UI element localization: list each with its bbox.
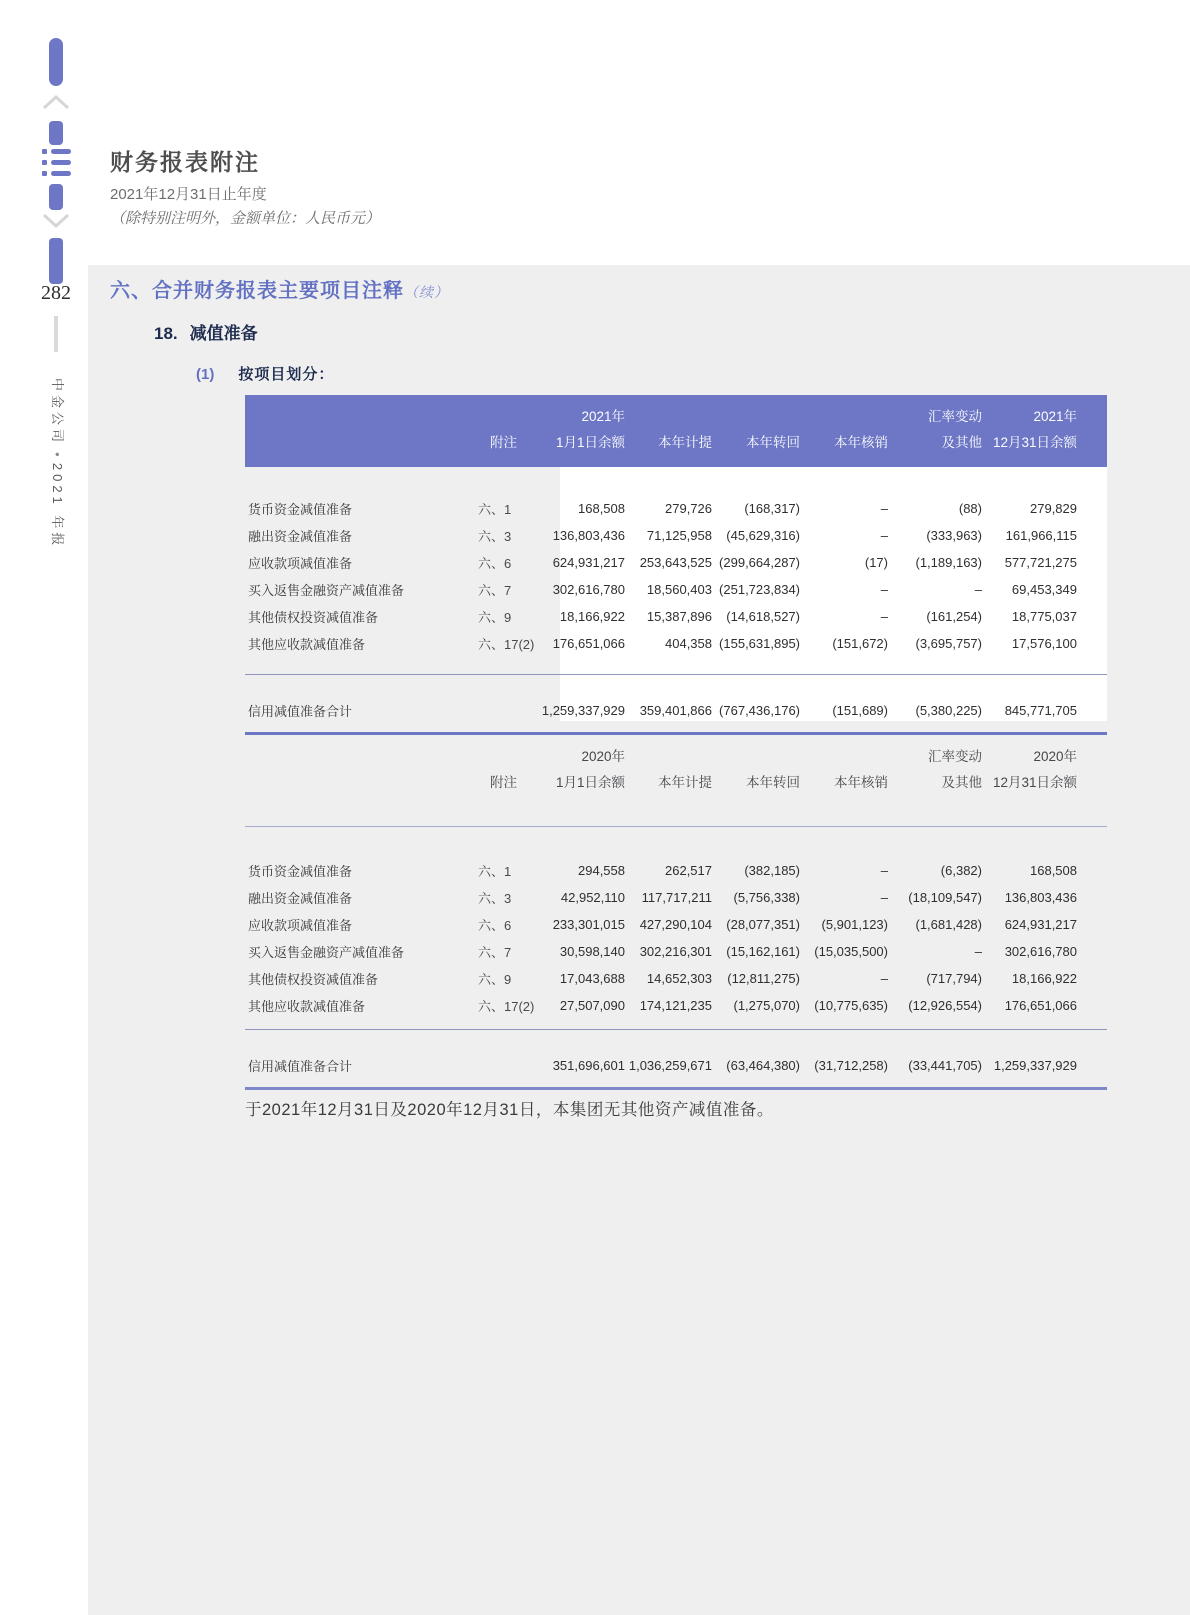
cell-reversal: (5,756,338)	[733, 890, 800, 905]
cell-reversal: (382,185)	[744, 863, 800, 878]
cell-writeoff: –	[880, 971, 888, 986]
row-label: 买入返售金融资产减值准备	[248, 945, 405, 960]
cell-charge: 18,560,403	[646, 582, 712, 597]
page-number: 282	[41, 282, 71, 304]
cell-fx: (717,794)	[926, 971, 982, 986]
cell-opening: 42,952,110	[560, 890, 625, 905]
brand-separator-dot: ●	[53, 452, 62, 457]
page-number-tick	[54, 316, 58, 352]
row-label: 货币资金减值准备	[248, 864, 353, 879]
col-header-opening: 1月1日余额	[525, 768, 625, 827]
col-header-fx: 及其他	[888, 428, 982, 467]
col-header-note: 附注	[430, 428, 525, 467]
table-row	[245, 549, 1107, 576]
total-opening: 1,259,337,929	[525, 697, 625, 734]
total-label: 信用减值准备合计	[245, 697, 430, 734]
col-year-top: 2021年	[525, 395, 625, 428]
table-row	[245, 938, 1107, 965]
cell-closing: 18,775,037	[1011, 609, 1077, 624]
section-continued-mark: （续）	[404, 284, 449, 300]
cell-closing: 279,829	[1030, 501, 1077, 516]
row-note-ref: 六、9	[478, 972, 512, 987]
note-18-title: 减值准备	[189, 324, 258, 343]
cell-charge: 174,121,235	[639, 998, 712, 1013]
table-row	[245, 965, 1107, 992]
cell-closing: 161,966,115	[1005, 528, 1077, 543]
cell-opening: 27,507,090	[559, 998, 625, 1013]
toc-list-row	[42, 149, 71, 154]
cell-charge: 279,726	[665, 501, 712, 516]
total-writeoff: (151,689)	[800, 697, 888, 734]
cell-closing: 136,803,436	[1004, 890, 1077, 905]
footnote-text: 于2021年12月31日及2020年12月31日，本集团无其他资产减值准备。	[245, 1101, 774, 1119]
table-2020-footer	[245, 1030, 1107, 1089]
row-label: 其他债权投资减值准备	[248, 972, 379, 987]
currency-unit-note: （除特别注明外，金额单位：人民币元）	[110, 210, 381, 227]
col-year-end-top: 2020年	[1033, 749, 1077, 764]
cell-writeoff: (151,672)	[832, 636, 888, 651]
cell-closing: 577,721,275	[1004, 555, 1077, 570]
cell-closing: 302,616,780	[1004, 944, 1077, 959]
total-row	[245, 1052, 1107, 1089]
total-charge: 1,036,259,671	[625, 1052, 712, 1089]
total-fx: (5,380,225)	[888, 697, 982, 734]
table-row	[245, 992, 1107, 1030]
row-label: 应收款项减值准备	[248, 918, 353, 933]
cell-writeoff: –	[880, 501, 888, 516]
chevron-down-icon	[42, 212, 70, 229]
cell-opening: 233,301,015	[552, 917, 625, 932]
cell-reversal: (168,317)	[744, 501, 800, 516]
col-header-reversal: 本年转回	[712, 768, 800, 827]
col-header-charge: 本年计提	[625, 768, 712, 827]
impairment-table-2021	[245, 395, 1107, 735]
cell-opening: 302,616,780	[552, 582, 625, 597]
sidebar-bar	[49, 238, 63, 284]
impairment-table-2020	[245, 735, 1107, 1090]
cell-writeoff: (5,901,123)	[821, 917, 888, 932]
total-label: 信用减值准备合计	[245, 1052, 430, 1089]
col-fx-top: 汇率变动	[888, 395, 982, 428]
cell-fx: (6,382)	[940, 863, 982, 878]
row-note-ref: 六、9	[478, 610, 512, 625]
cell-charge: 15,387,896	[646, 609, 712, 624]
brand-year: 2021 年报	[50, 462, 65, 550]
row-label: 货币资金减值准备	[248, 502, 353, 517]
vertical-brand-text	[49, 378, 68, 549]
cell-reversal: (45,629,316)	[726, 528, 800, 543]
total-writeoff: (31,712,258)	[800, 1052, 888, 1089]
cell-fx: (12,926,554)	[908, 998, 982, 1013]
row-note-ref: 六、7	[478, 945, 512, 960]
cell-fx: –	[974, 582, 982, 597]
cell-fx: (88)	[958, 501, 982, 516]
cell-fx: (1,681,428)	[915, 917, 982, 932]
cell-reversal: (299,664,287)	[719, 555, 800, 570]
reporting-period: 2021年12月31日止年度	[110, 186, 267, 203]
table-row	[245, 603, 1107, 630]
table-row	[245, 467, 1107, 522]
item-1-heading	[196, 363, 334, 384]
table-row	[245, 827, 1107, 885]
table-row	[245, 884, 1107, 911]
rule-line	[245, 1030, 1107, 1053]
total-reversal: (63,464,380)	[712, 1052, 800, 1089]
cell-opening: 136,803,436	[552, 528, 625, 543]
section-heading	[110, 274, 449, 303]
row-label: 其他应收款减值准备	[248, 999, 366, 1014]
row-label: 其他应收款减值准备	[248, 637, 366, 652]
cell-charge: 71,125,958	[646, 528, 712, 543]
cell-charge: 117,717,211	[641, 890, 712, 905]
row-label: 融出资金减值准备	[248, 529, 353, 544]
chevron-up-icon	[42, 94, 70, 111]
col-header-fx: 及其他	[888, 768, 982, 827]
rule-line	[245, 675, 1107, 698]
cell-fx: –	[974, 944, 982, 959]
col-header-closing: 12月31日余额	[982, 768, 1107, 827]
cell-reversal: (28,077,351)	[726, 917, 800, 932]
cell-reversal: (12,811,275)	[727, 971, 800, 986]
toc-list-row	[42, 171, 71, 176]
cell-opening: 18,166,922	[559, 609, 625, 624]
cell-opening: 176,651,066	[552, 636, 625, 651]
row-note-ref: 六、1	[478, 864, 512, 879]
table-row	[245, 911, 1107, 938]
cell-closing: 624,931,217	[1004, 917, 1077, 932]
cell-charge: 262,517	[665, 863, 712, 878]
cell-charge: 14,652,303	[646, 971, 712, 986]
total-fx: (33,441,705)	[888, 1052, 982, 1089]
cell-reversal: (15,162,161)	[726, 944, 800, 959]
row-note-ref: 六、6	[478, 556, 512, 571]
cell-writeoff: –	[880, 890, 888, 905]
row-note-ref: 六、6	[478, 918, 512, 933]
section-heading-text: 六、合并财务报表主要项目注释	[110, 280, 404, 302]
cell-writeoff: –	[880, 528, 888, 543]
total-closing: 845,771,705	[982, 697, 1107, 734]
cell-opening: 168,508	[578, 501, 625, 516]
page-title: 财务报表附注	[110, 150, 260, 175]
cell-fx: (18,109,547)	[908, 890, 982, 905]
table-row	[245, 522, 1107, 549]
row-label: 买入返售金融资产减值准备	[248, 583, 405, 598]
col-header-writeoff: 本年核销	[800, 428, 888, 467]
cell-writeoff: (17)	[864, 555, 888, 570]
toc-list-icon	[42, 149, 71, 182]
cell-reversal: (1,275,070)	[733, 998, 800, 1013]
cell-opening: 624,931,217	[552, 555, 625, 570]
col-header-reversal: 本年转回	[712, 428, 800, 467]
cell-charge: 404,358	[665, 636, 712, 651]
cell-opening: 30,598,140	[559, 944, 625, 959]
cell-closing: 176,651,066	[1004, 998, 1077, 1013]
item-1-title: 按项目划分：	[238, 366, 335, 383]
cell-fx: (161,254)	[926, 609, 982, 624]
col-header-note: 附注	[430, 768, 525, 827]
total-opening: 351,696,601	[525, 1052, 625, 1089]
cell-writeoff: –	[880, 609, 888, 624]
cell-writeoff: –	[880, 863, 888, 878]
col-fx-top: 汇率变动	[928, 749, 982, 764]
cell-reversal: (14,618,527)	[726, 609, 800, 624]
cell-writeoff: (10,775,635)	[814, 998, 888, 1013]
note-18-number: 18.	[154, 324, 178, 343]
row-note-ref: 六、3	[478, 891, 512, 906]
row-note-ref: 六、17(2)	[478, 999, 535, 1014]
row-label: 融出资金减值准备	[248, 891, 353, 906]
cell-opening: 294,558	[578, 863, 625, 878]
cell-writeoff: (15,035,500)	[814, 944, 888, 959]
sidebar-bar	[49, 121, 63, 145]
col-header-closing: 12月31日余额	[982, 428, 1107, 467]
total-reversal: (767,436,176)	[712, 697, 800, 734]
note-18-heading	[154, 319, 258, 344]
cell-closing: 17,576,100	[1011, 636, 1077, 651]
row-note-ref: 六、1	[478, 502, 512, 517]
cell-reversal: (155,631,895)	[719, 636, 800, 651]
item-1-number: (1)	[196, 366, 215, 383]
table-row	[245, 630, 1107, 675]
cell-closing: 168,508	[1030, 863, 1077, 878]
total-charge: 359,401,866	[625, 697, 712, 734]
cell-closing: 69,453,349	[1011, 582, 1077, 597]
sidebar-bar	[49, 38, 63, 86]
col-header-writeoff: 本年核销	[800, 768, 888, 827]
cell-closing: 18,166,922	[1011, 971, 1077, 986]
col-header-charge: 本年计提	[625, 428, 712, 467]
total-row	[245, 697, 1107, 734]
cell-charge: 427,290,104	[639, 917, 712, 932]
row-note-ref: 六、17(2)	[478, 637, 535, 652]
cell-charge: 253,643,525	[639, 555, 712, 570]
cell-charge: 302,216,301	[639, 944, 712, 959]
cell-fx: (333,963)	[926, 528, 982, 543]
row-note-ref: 六、3	[478, 529, 512, 544]
table-2021-header	[245, 395, 1107, 467]
col-header-opening: 1月1日余额	[525, 428, 625, 467]
table-2020-header	[245, 735, 1107, 827]
cell-fx: (1,189,163)	[915, 555, 982, 570]
cell-opening: 17,043,688	[559, 971, 625, 986]
table-row	[245, 576, 1107, 603]
col-year-end-top: 2021年	[982, 395, 1107, 428]
table-2021-footer	[245, 675, 1107, 734]
row-note-ref: 六、7	[478, 583, 512, 598]
table-2020-body	[245, 827, 1107, 1030]
table-2021-body	[245, 467, 1107, 675]
sidebar-bar	[49, 184, 63, 210]
total-closing: 1,259,337,929	[982, 1052, 1107, 1089]
row-label: 应收款项减值准备	[248, 556, 353, 571]
cell-reversal: (251,723,834)	[719, 582, 800, 597]
row-label: 其他债权投资减值准备	[248, 610, 379, 625]
cell-writeoff: –	[880, 582, 888, 597]
toc-list-row	[42, 160, 71, 165]
brand-name: 中金公司	[50, 378, 65, 447]
col-year-top: 2020年	[581, 749, 625, 764]
cell-fx: (3,695,757)	[915, 636, 982, 651]
